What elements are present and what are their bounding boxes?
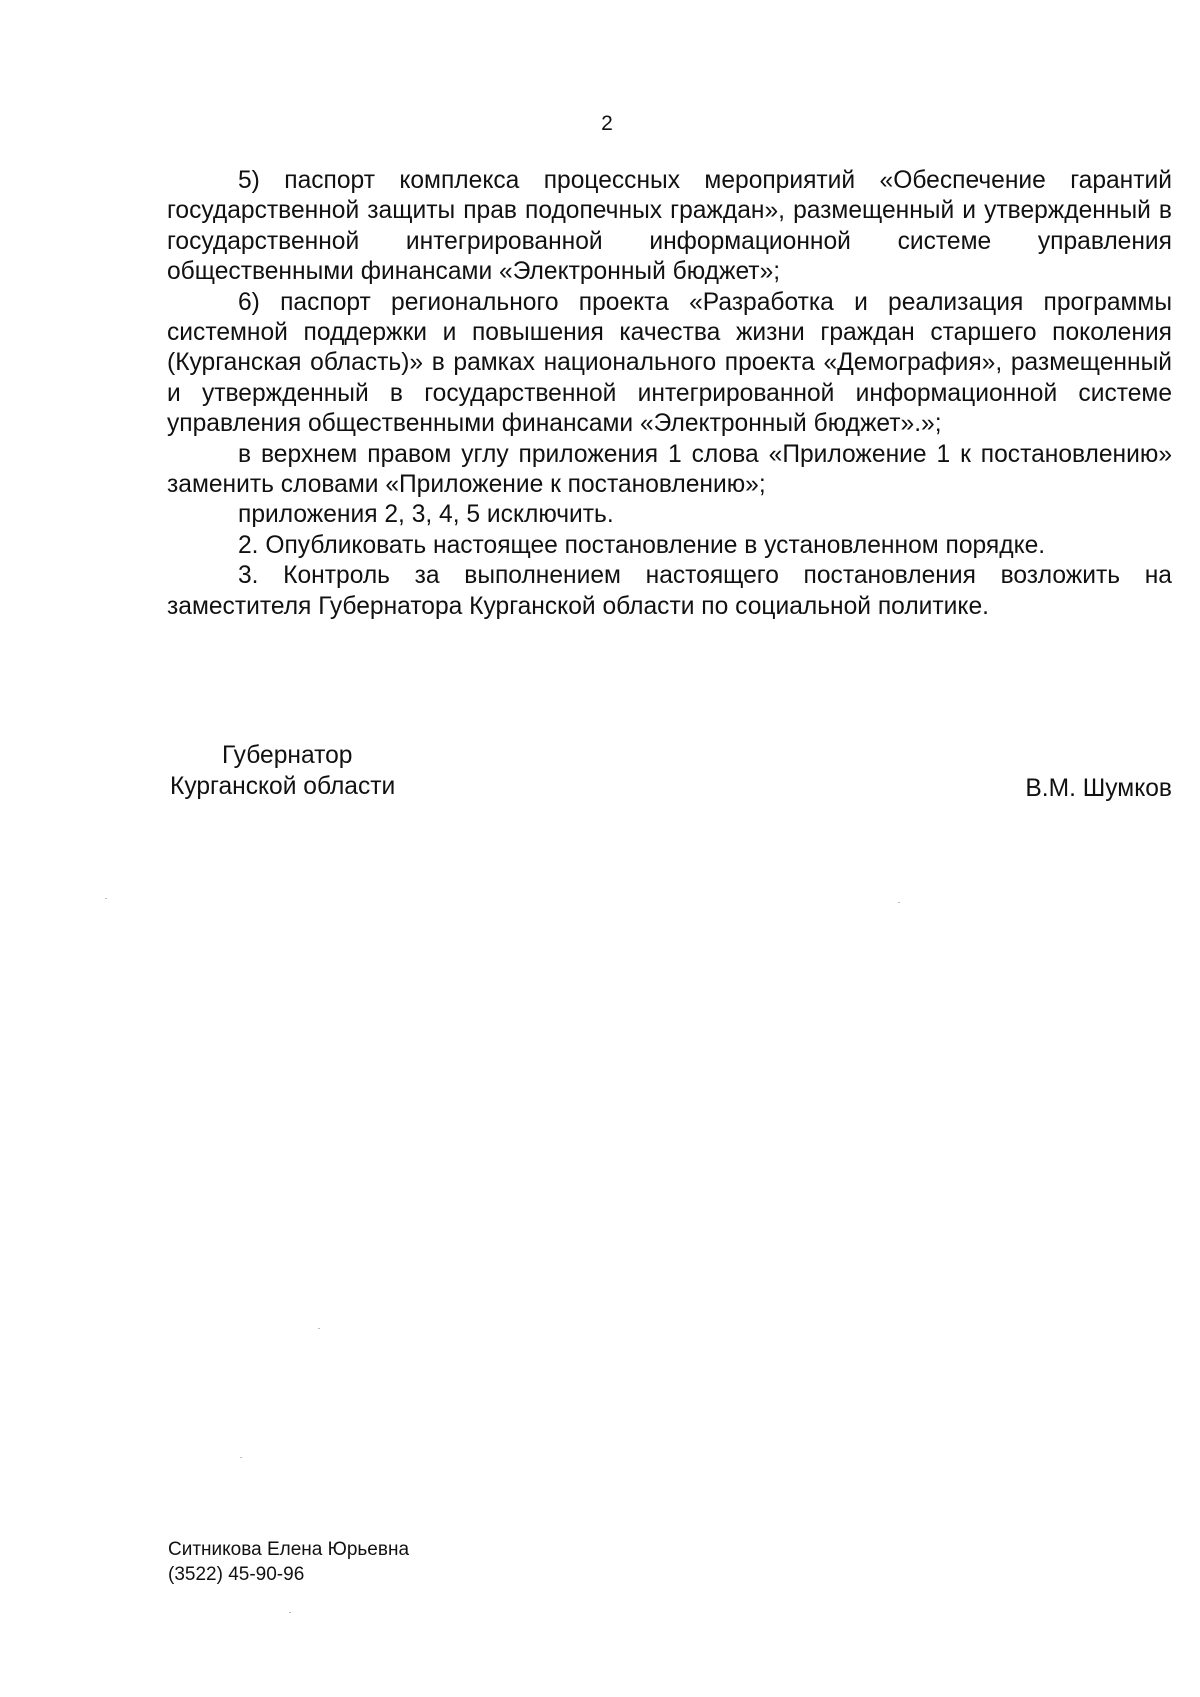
executor-name: Ситникова Елена Юрьевна — [168, 1539, 410, 1560]
scan-speck — [240, 1457, 242, 1458]
page-number: 2 — [601, 112, 613, 135]
document-body — [167, 166, 1172, 622]
scan-speck — [898, 902, 900, 903]
scan-speck — [318, 1328, 320, 1329]
signatory-name: В.М. Шумков — [1025, 775, 1172, 802]
executor-contact — [168, 1537, 409, 1587]
paragraph-appendix-rename: в верхнем правом углу приложения 1 слова «Приложение 1 к постановлению» заменить словами «Приложение к постановлению»; — [167, 440, 1172, 499]
scan-speck — [105, 898, 107, 899]
paragraph-appendix-exclude: приложения 2, 3, 4, 5 исключить. — [238, 501, 614, 529]
paragraph-item-6-passport: 6) паспорт регионального проекта «Разработка и реализация программы системной поддержки и повышения качества жизни граждан старшего поколения (Курганская область)» в рамках национального проекта «Демография», размещенный и утвержденный в государственной интегрированной информационной системе управления общественными финансами «Электронный бюджет».»; — [167, 288, 1172, 438]
scan-speck — [289, 1612, 291, 1613]
signatory-title: Губернатор — [222, 742, 353, 769]
paragraph-control: 3. Контроль за выполнением настоящего постановления возложить на заместителя Губернатора Курганской области по социальной политике. — [167, 562, 1172, 620]
signatory-region: Курганской области — [170, 773, 396, 800]
paragraph-publish: 2. Опубликовать настоящее постановление в установленном порядке. — [238, 531, 1046, 559]
executor-phone: (3522) 45-90-96 — [168, 1564, 305, 1585]
paragraph-item-5-passport: 5) паспорт комплекса процессных мероприятий «Обеспечение гарантий государственной защиты прав подопечных граждан», размещенный и утвержденный в государственной интегрированной информационной системе управления общественными финансами «Электронный бюджет»; — [167, 167, 1172, 286]
